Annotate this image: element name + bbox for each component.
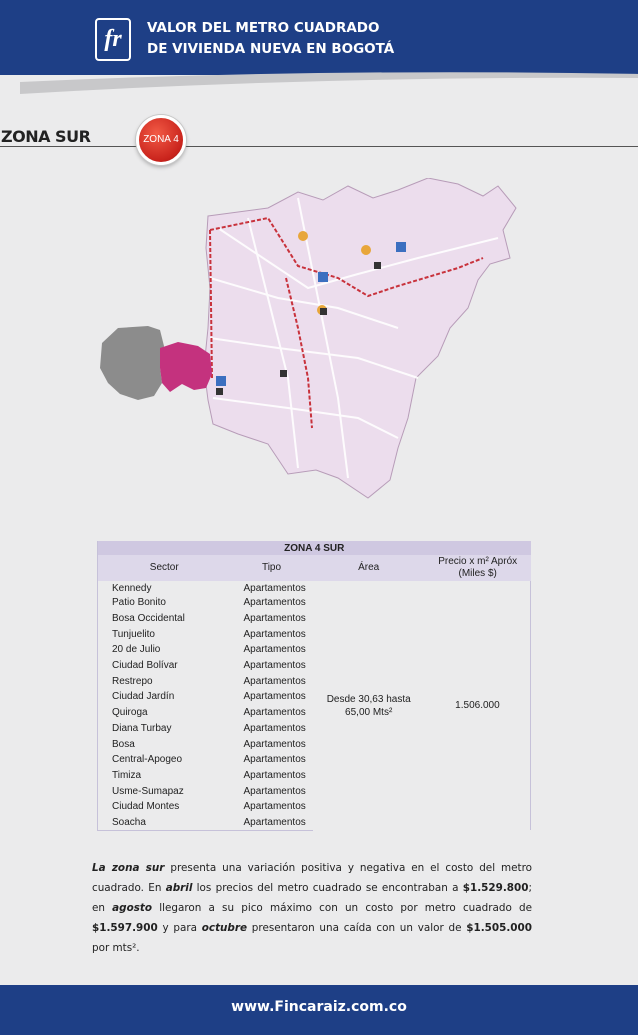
gas-icon (298, 231, 308, 241)
header-bar (0, 0, 638, 75)
sector-cell: Ciudad Bolívar (112, 660, 178, 672)
tipo-cell: Apartamentos (243, 597, 306, 609)
tipo-cell: Apartamentos (243, 691, 306, 703)
marker-icon (280, 370, 287, 377)
tipo-cell: Apartamentos (243, 613, 306, 625)
precio-cell: 1.506.000 (425, 581, 531, 830)
sector-cell: Tunjuelito (112, 628, 155, 640)
fincaraiz-logo: fr (95, 18, 131, 61)
title-line-2: DE VIVIENDA NUEVA EN BOGOTÁ (147, 41, 395, 57)
column-header-tipo: Tipo (231, 555, 313, 581)
header-shadow-swoosh (20, 72, 638, 98)
tipo-cell: Apartamentos (243, 769, 306, 781)
sector-cell: Soacha (98, 815, 231, 831)
column-header-area: Área (313, 555, 425, 581)
hospital-icon (396, 242, 406, 252)
tipo-cell: Apartamentos (243, 707, 306, 719)
tipo-cell: Apartamentos (243, 644, 306, 656)
table-title: ZONA 4 SUR (98, 541, 531, 555)
footer-url[interactable]: www.Fincaraiz.com.co (231, 999, 407, 1015)
tipo-cell: Apartamentos (243, 754, 306, 766)
sector-cell: Patio Bonito (112, 597, 166, 609)
bogota-inset-map (100, 326, 212, 400)
area-cell: Desde 30,63 hasta 65,00 Mts² (326, 693, 411, 718)
zone-badge: ZONA 4 (136, 115, 186, 165)
zone-price-table (97, 541, 531, 831)
zone-header (0, 110, 638, 164)
divider (0, 146, 638, 147)
sector-cell: Bosa Occidental (112, 613, 185, 625)
marker-icon (374, 262, 381, 269)
tipo-cell: Apartamentos (243, 785, 306, 797)
zone-label: ZONA SUR (1, 127, 91, 146)
marker-icon (320, 308, 327, 315)
hospital-icon (216, 376, 226, 386)
sector-cell: Bosa (112, 738, 135, 750)
marker-icon (216, 388, 223, 395)
sector-cell: Ciudad Montes (112, 801, 180, 813)
table-row (98, 581, 531, 595)
sector-cell: Ciudad Jardín (112, 691, 175, 703)
tipo-cell: Apartamentos (243, 582, 306, 594)
tipo-cell: Apartamentos (243, 722, 306, 734)
tipo-cell: Apartamentos (243, 738, 306, 750)
sector-cell: Quiroga (112, 707, 148, 719)
sector-cell: Kennedy (112, 582, 152, 594)
sector-cell: 20 de Julio (112, 644, 161, 656)
tipo-cell: Apartamentos (243, 628, 306, 640)
bogota-zone-map (98, 178, 538, 518)
sector-cell: Timiza (112, 769, 142, 781)
column-header-precio: Precio x m² Apróx (Miles $) (425, 555, 531, 581)
tipo-cell: Apartamentos (231, 815, 313, 831)
sector-cell: Usme-Sumapaz (112, 785, 184, 797)
tipo-cell: Apartamentos (243, 801, 306, 813)
sector-cell: Restrepo (112, 675, 153, 687)
page-title (147, 18, 394, 60)
gas-icon (361, 245, 371, 255)
title-line-1: VALOR DEL METRO CUADRADO (147, 20, 380, 36)
tipo-cell: Apartamentos (243, 660, 306, 672)
sector-cell: Diana Turbay (112, 722, 172, 734)
footer-bar (0, 985, 638, 1035)
tipo-cell: Apartamentos (243, 675, 306, 687)
summary-paragraph: La zona sur presenta una variación positiva y negativa en el costo del metro cuadrado. En abril los precios del metro cuadrado se encontraban a $1.529.800; en agosto llegaron a su pico máximo con un costo por metro cuadrado de $1.597.900 y para octubre presentaron una caída con un valor de $1.505.000 por mts². (92, 862, 533, 954)
column-header-sector: Sector (98, 555, 231, 581)
hospital-icon (318, 272, 328, 282)
sector-cell: Central-Apogeo (112, 754, 183, 766)
